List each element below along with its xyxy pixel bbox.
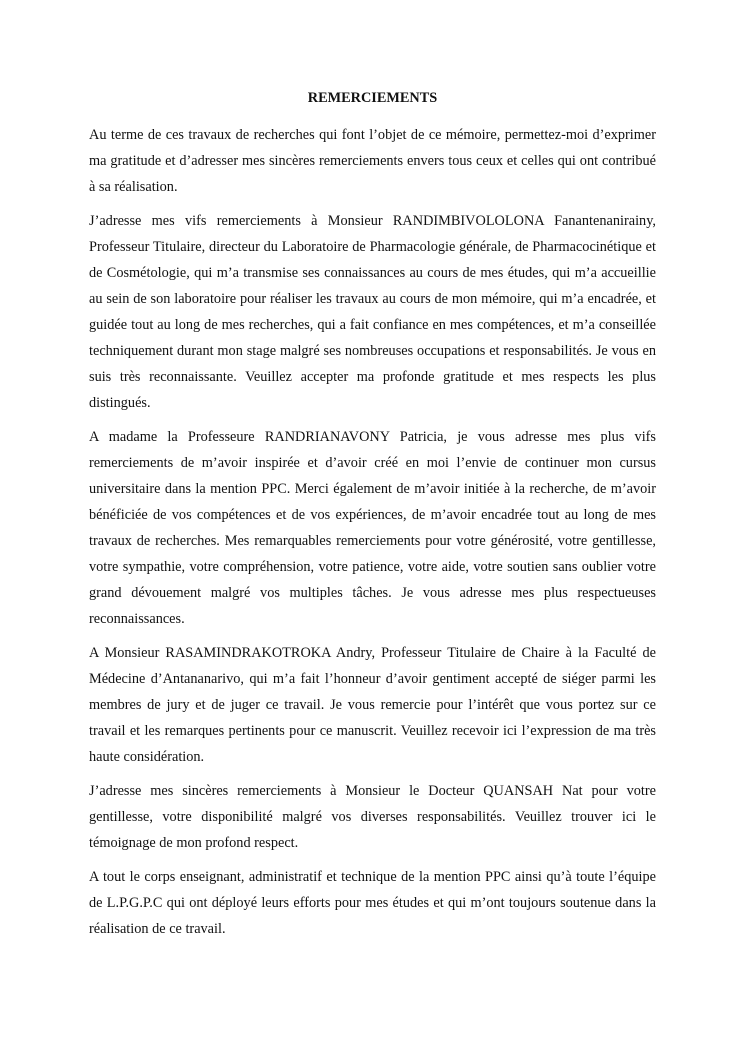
paragraph-intro: Au terme de ces travaux de recherches qui font l’objet de ce mémoire, permettez-moi d’exprimer ma gratitude et d’adresser mes sincères remerciements envers tous ceux et celles qui ont contribué à sa réalisation. [89,127,656,195]
page-title: REMERCIEMENTS [307,90,438,106]
paragraph-director: J’adresse mes vifs remerciements à Monsieur RANDIMBIVOLOLONA Fanantenanirainy, Professeur Titulaire, directeur du Laboratoire de Pharmacologie générale, de Pharmacocinétique et de Cosmétologie, qui m’a transmise ses connaissances au cours de mes études, qui m’a accueillie au sein de son laboratoire pour réaliser les travaux au cours de mon mémoire, qui m’a encadrée, et guidée tout au long de mes recherches, qui a fait confiance en mes compétences, et m’a conseillée techniquement durant mon stage malgré ses nombreuses occupations et responsabilités. Je vous en suis très reconnaissante. Veuillez accepter ma profonde gratitude et mes respects les plus distingués. [89,213,656,411]
paragraph-staff: A tout le corps enseignant, administratif et technique de la mention PPC ainsi qu’à toute l’équipe de L.P.G.P.C qui ont déployé leurs efforts pour mes études et qui m’ont toujours soutenue dans la réalisation de ce travail. [89,869,656,937]
paragraph-professor: A madame la Professeure RANDRIANAVONY Patricia, je vous adresse mes plus vifs remerciements de m’avoir inspirée et d’avoir créé en moi l’envie de continuer mon cursus universitaire dans la mention PPC. Merci également de m’avoir initiée à la recherche, de m’avoir bénéficiée de vos compétences et de vos expériences, de m’avoir encadrée tout au long de mes travaux de recherches. Mes remarquables remerciements pour votre générosité, votre gentillesse, votre sympathie, votre compréhension, votre patience, votre aide, votre soutien sans oublier votre grand dévouement malgré vos multiples tâches. Je vous adresse mes plus respectueuses reconnaissances. [89,429,656,627]
paragraph-doctor: J’adresse mes sincères remerciements à Monsieur le Docteur QUANSAH Nat pour votre gentillesse, votre disponibilité malgré vos diverses responsabilités. Veuillez trouver ici le témoignage de mon profond respect. [89,783,656,851]
document-page [89,88,656,950]
paragraph-jury: A Monsieur RASAMINDRAKOTROKA Andry, Professeur Titulaire de Chaire à la Faculté de Médecine d’Antananarivo, qui m’a fait l’honneur d’avoir gentiment accepté de siéger parmi les membres de jury et de juger ce travail. Je vous remercie pour l’intérêt que vous portez sur ce travail et les remarques pertinents pour ce manuscrit. Veuillez recevoir ici l’expression de ma très haute considération. [89,645,656,765]
